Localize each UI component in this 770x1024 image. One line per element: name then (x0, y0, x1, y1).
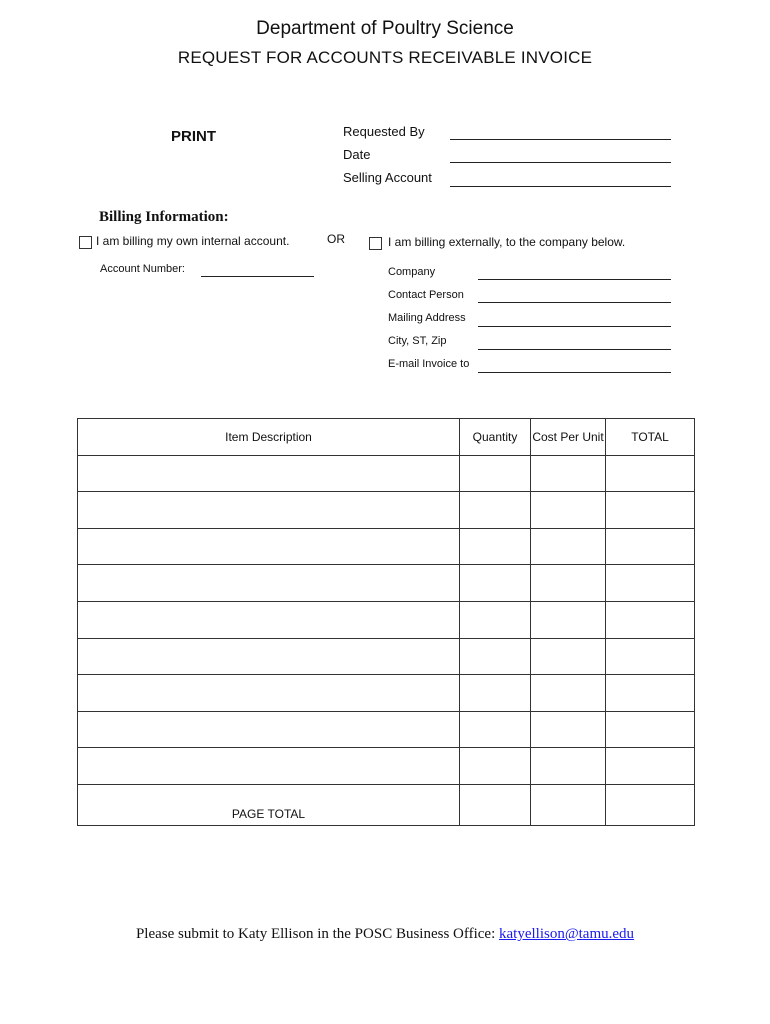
cost-per-unit-cell[interactable] (531, 601, 606, 638)
table-row (78, 492, 695, 529)
account-number-field[interactable] (201, 276, 314, 277)
requested-by-label: Requested By (343, 124, 425, 139)
department-title: Department of Poultry Science (256, 18, 514, 39)
mailing-address-field[interactable] (478, 326, 671, 327)
item-description-cell[interactable] (78, 601, 460, 638)
header-total: TOTAL (606, 419, 695, 456)
total-cell[interactable] (606, 492, 695, 529)
page-total-cost-cell[interactable] (531, 784, 606, 825)
page-total-label: PAGE TOTAL (78, 784, 460, 825)
selling-account-label: Selling Account (343, 170, 432, 185)
table-row (78, 711, 695, 748)
item-description-cell[interactable] (78, 455, 460, 492)
item-description-cell[interactable] (78, 528, 460, 565)
total-cell[interactable] (606, 565, 695, 602)
header-item-description: Item Description (78, 419, 460, 456)
quantity-cell[interactable] (460, 528, 531, 565)
date-field[interactable] (450, 162, 671, 163)
table-row (78, 455, 695, 492)
cost-per-unit-cell[interactable] (531, 528, 606, 565)
total-cell[interactable] (606, 638, 695, 675)
page-total-row (78, 784, 695, 825)
item-description-cell[interactable] (78, 711, 460, 748)
print-label: PRINT (171, 128, 216, 145)
account-number-label: Account Number: (100, 263, 185, 275)
item-description-cell[interactable] (78, 638, 460, 675)
table-header-row (78, 419, 695, 456)
item-description-cell[interactable] (78, 675, 460, 712)
city-st-zip-label: City, ST, Zip (388, 335, 447, 347)
contact-person-label: Contact Person (388, 289, 464, 301)
total-cell[interactable] (606, 748, 695, 785)
quantity-cell[interactable] (460, 492, 531, 529)
quantity-cell[interactable] (460, 565, 531, 602)
header-cost-per-unit: Cost Per Unit (531, 419, 606, 456)
email-invoice-field[interactable] (478, 372, 671, 373)
selling-account-field[interactable] (450, 186, 671, 187)
or-label: OR (327, 232, 345, 246)
date-label: Date (343, 147, 371, 162)
email-invoice-label: E-mail Invoice to (388, 358, 470, 370)
quantity-cell[interactable] (460, 711, 531, 748)
page-total-quantity-cell[interactable] (460, 784, 531, 825)
requested-by-field[interactable] (450, 139, 671, 140)
total-cell[interactable] (606, 528, 695, 565)
mailing-address-label: Mailing Address (388, 312, 466, 324)
table-row (78, 528, 695, 565)
item-description-cell[interactable] (78, 565, 460, 602)
table-row (78, 601, 695, 638)
cost-per-unit-cell[interactable] (531, 711, 606, 748)
table-row (78, 748, 695, 785)
footer-note (0, 926, 770, 943)
external-billing-label: I am billing externally, to the company below. (388, 235, 626, 249)
table-row (78, 638, 695, 675)
table-row (78, 675, 695, 712)
cost-per-unit-cell[interactable] (531, 565, 606, 602)
billing-heading: Billing Information: (99, 209, 229, 225)
contact-person-field[interactable] (478, 302, 671, 303)
quantity-cell[interactable] (460, 455, 531, 492)
total-cell[interactable] (606, 455, 695, 492)
total-cell[interactable] (606, 711, 695, 748)
items-table (77, 418, 695, 826)
external-billing-checkbox[interactable] (369, 237, 382, 250)
table-row (78, 565, 695, 602)
cost-per-unit-cell[interactable] (531, 455, 606, 492)
company-label: Company (388, 266, 436, 278)
cost-per-unit-cell[interactable] (531, 748, 606, 785)
quantity-cell[interactable] (460, 638, 531, 675)
company-field[interactable] (478, 279, 671, 280)
item-description-cell[interactable] (78, 492, 460, 529)
quantity-cell[interactable] (460, 601, 531, 638)
internal-billing-label: I am billing my own internal account. (96, 234, 290, 248)
form-title: REQUEST FOR ACCOUNTS RECEIVABLE INVOICE (177, 48, 593, 67)
city-st-zip-field[interactable] (478, 349, 671, 350)
total-cell[interactable] (606, 675, 695, 712)
page-total-value-cell[interactable] (606, 784, 695, 825)
quantity-cell[interactable] (460, 748, 531, 785)
header-quantity: Quantity (460, 419, 531, 456)
item-description-cell[interactable] (78, 748, 460, 785)
cost-per-unit-cell[interactable] (531, 638, 606, 675)
cost-per-unit-cell[interactable] (531, 492, 606, 529)
quantity-cell[interactable] (460, 675, 531, 712)
footer-email-link[interactable]: katyellison@tamu.edu (499, 926, 635, 942)
total-cell[interactable] (606, 601, 695, 638)
internal-billing-checkbox[interactable] (79, 236, 92, 249)
cost-per-unit-cell[interactable] (531, 675, 606, 712)
footer-text: Please submit to Katy Ellison in the POSC Business Office: (135, 926, 499, 942)
